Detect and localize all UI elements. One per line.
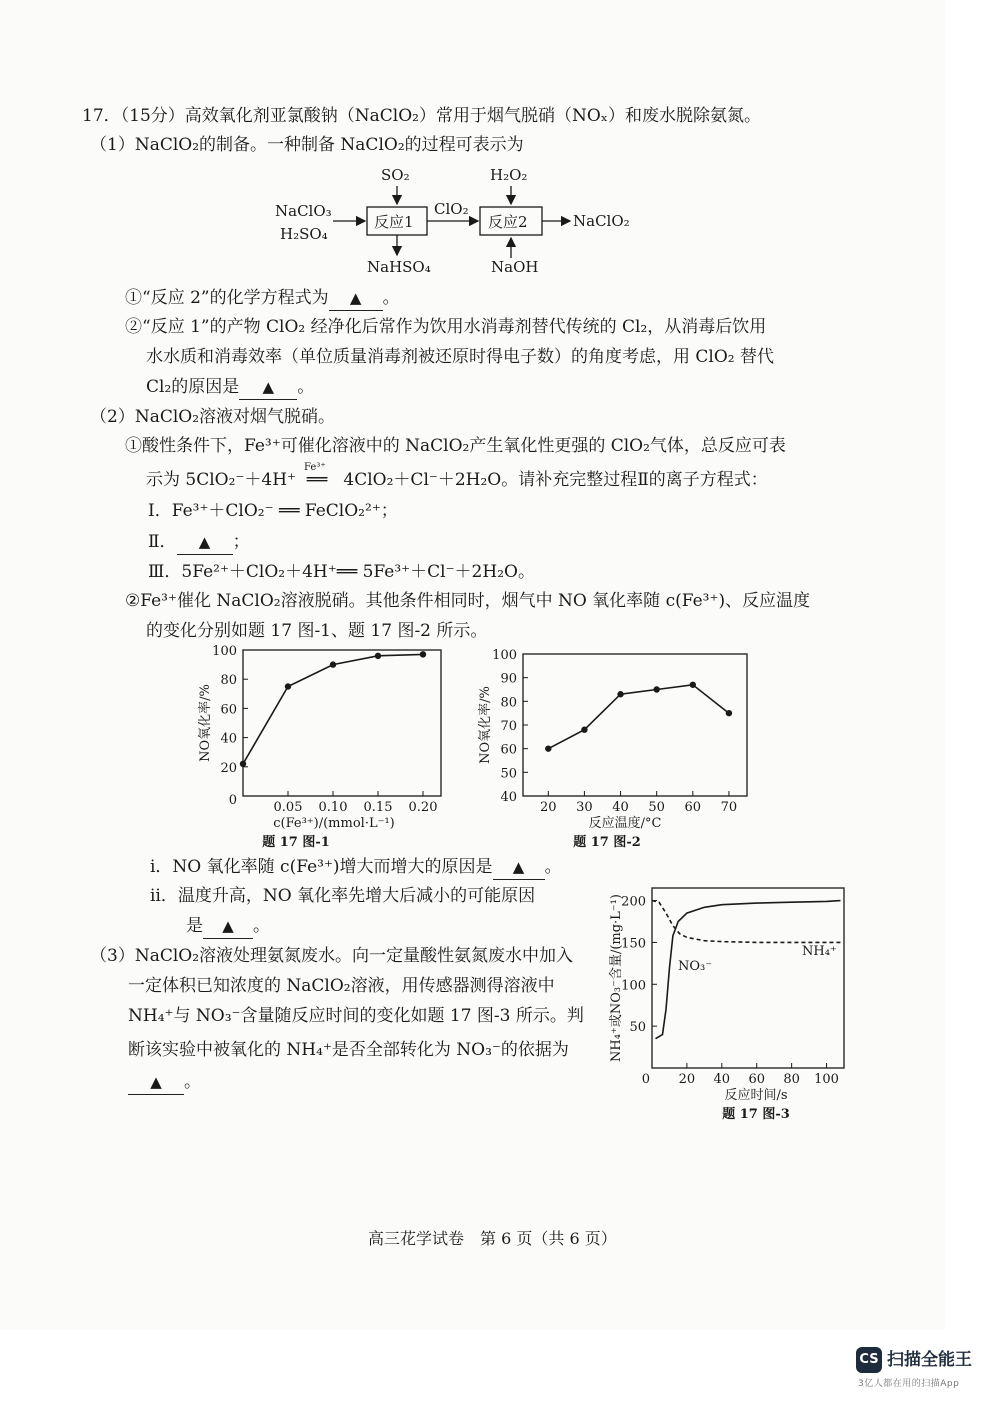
data-point [420,651,426,657]
camscanner-name: 扫描全能王 [887,1350,972,1370]
x-tick-label: 100 [814,1072,839,1087]
part3-line2: 一定体积已知浓度的 NaClO₂溶液，用传感器测得溶液中 [128,976,555,996]
eq-right: 4ClO₂＋Cl⁻＋2H₂O。请补充完整过程Ⅱ的离子方程式： [338,470,768,490]
sub-question-i [150,855,562,880]
flow-output-naclo2: NaClO₂ [573,212,630,230]
question-header: 17．（15分）高效氧化剂亚氯酸钠（NaClO₂）常用于烟气脱硝（NOₓ）和废水脱除氨氮。 [82,106,761,126]
y-tick-label: 100 [492,648,517,663]
sub-ii-text: 是 [186,916,203,936]
answer-triangle-icon: ▲ [198,533,211,551]
part1-q2-line3 [146,375,314,400]
answer-blank[interactable] [239,375,297,400]
answer-triangle-icon: ▲ [262,378,275,396]
part3-line3: NH₄⁺与 NO₃⁻含量随反应时间的变化如题 17 图-3 所示。判 [128,1006,584,1026]
step-2 [148,530,250,555]
x-tick-label: 0.20 [408,800,438,815]
x-tick-label: 40 [612,800,629,815]
y-tick-label: 200 [621,894,646,910]
chart-fig17-2 [475,642,755,852]
y-tick-label: 60 [500,742,517,758]
eq-left: 示为 5ClO₂⁻＋4H⁺ [146,470,297,490]
x-tick-label: 20 [540,800,557,815]
catalyst-equals: Fe³⁺ ══ [296,468,338,492]
y-tick-label: 70 [500,719,517,734]
page-footer: 高三花学试卷 第 6 页（共 6 页） [368,1229,617,1248]
part2-q2-line1: ②Fe³⁺催化 NaClO₂溶液脱硝。其他条件相同时，烟气中 NO 氧化率随 c(Fe³⁺)、反应温度 [125,591,811,611]
preparation-flow-diagram [270,160,670,282]
punct: 。 [382,288,400,308]
part1-title: （1）NaClO₂的制备。一种制备 NaClO₂的过程可表示为 [90,135,524,155]
y-axis-label: NO氧化率/% [198,684,213,762]
part1-q2-line1: ②“反应 1”的产物 ClO₂ 经净化后常作为饮用水消毒剂替代传统的 Cl₂，从消毒后饮用 [125,317,767,337]
part2-q2-line2: 的变化分别如题 17 图-1、题 17 图-2 所示。 [146,621,488,641]
sub-question-ii-line2 [186,914,270,939]
x-axis-label: c(Fe³⁺)/(mmol·L⁻¹) [273,816,395,831]
series-line-1 [652,901,841,943]
x-axis-label: 反应时间/s [724,1088,788,1103]
y-tick-label: 90 [500,671,517,687]
y-axis-label: NO氧化率/% [478,686,493,764]
flow-clo2: ClO₂ [434,200,469,218]
x-tick-label: 0.05 [273,800,303,815]
flow-input-h2so4: H₂SO₄ [280,225,328,243]
step-2-label: Ⅱ． [148,532,177,552]
y-tick-label: 60 [220,702,237,718]
punct: 。 [297,377,315,397]
part3-line5 [128,1070,201,1095]
series-label: NO₃⁻ [678,959,713,974]
punct: ； [232,532,250,552]
punct: 。 [253,916,270,936]
data-point [653,686,659,692]
series-line [548,685,729,749]
y-tick-label: 100 [621,978,646,994]
y-tick-label: 0 [228,793,237,808]
punct: 。 [544,857,562,877]
x-tick-label: 20 [678,1072,696,1087]
chart-fig17-3 [600,880,862,1130]
answer-blank[interactable] [128,1070,184,1095]
data-point [285,683,291,689]
punct: 。 [184,1072,201,1092]
y-tick-label: 80 [220,673,237,689]
figure-caption: 题 17 图-1 [262,835,330,850]
x-tick-label: 60 [748,1072,766,1087]
data-point [375,653,381,659]
step-3: Ⅲ．5Fe²⁺＋ClO₂＋4H⁺══ 5Fe³⁺＋Cl⁻＋2H₂O。 [148,562,535,582]
x-tick-label: 50 [648,800,665,815]
camscanner-logo: CS [856,1347,882,1373]
sub-i-text: ⅰ．NO 氧化率随 c(Fe³⁺)增大而增大的原因是 [150,857,493,877]
flow-input-naclo3: NaClO₃ [275,202,332,220]
part3-line1: （3）NaClO₂溶液处理氨氮废水。向一定量酸性氨氮废水中加入 [90,946,574,966]
x-tick-label: 70 [720,800,738,815]
series-line [243,654,423,764]
data-point [617,691,623,697]
answer-blank[interactable] [329,286,383,311]
y-tick-label: 50 [629,1020,646,1036]
series-label: NH₄⁺ [802,944,837,959]
y-tick-label: 100 [212,644,237,659]
reaction1-label: 反应1 [374,213,414,231]
answer-triangle-icon: ▲ [512,858,525,876]
x-axis-label: 反应温度/°C [588,816,662,831]
part1-q1 [125,286,400,311]
data-point [581,727,587,733]
step-1: Ⅰ．Fe³⁺＋ClO₂⁻ ══ FeClO₂²⁺； [148,501,398,521]
part1-q2-line2: 水水质和消毒效率（单位质量消毒剂被还原时得电子数）的角度考虑，用 ClO₂ 替代 [146,347,775,367]
flow-h2o2: H₂O₂ [490,166,528,184]
part3-line4: 断该实验中被氧化的 NH₄⁺是否全部转化为 NO₃⁻的依据为 [128,1040,569,1060]
x-tick-label: 40 [713,1072,731,1087]
part1-q2-text: Cl₂的原因是 [146,377,240,397]
part1-q1-text: ①“反应 2”的化学方程式为 [125,288,329,308]
plot-frame [652,888,844,1068]
flow-naoh: NaOH [491,258,539,276]
y-tick-label: 150 [621,936,646,952]
data-point [690,682,696,688]
figure-caption: 题 17 图-2 [573,835,641,850]
plot-frame [523,654,747,796]
data-point [545,745,551,751]
y-axis-label: NH₄⁺或NO₃⁻含量/(mg·L⁻¹) [609,894,624,1062]
x-tick-label: 60 [684,800,702,815]
y-tick-label: 40 [220,731,237,747]
answer-blank[interactable] [493,855,545,880]
x-tick-label: 30 [576,800,593,815]
answer-triangle-icon: ▲ [349,289,362,307]
data-point [726,710,732,716]
camscanner-tagline: 3亿人都在用的扫描App [858,1379,960,1389]
x-tick-label: 0.15 [363,800,393,815]
data-point [240,761,246,767]
answer-triangle-icon: ▲ [150,1073,162,1091]
data-point [330,661,336,667]
y-tick-label: 50 [500,766,517,782]
x-tick-label: 0.10 [318,800,348,815]
part2-title: （2）NaClO₂溶液对烟气脱硝。 [90,407,336,427]
x-tick-label: 80 [783,1072,800,1087]
y-tick-label: 20 [220,760,237,776]
y-tick-label: 80 [500,695,517,711]
origin-label: 0 [641,1072,650,1087]
chart-fig17-1 [195,642,455,852]
catalyst-label: Fe³⁺ [304,462,326,473]
part2-q1-line2 [146,462,768,492]
answer-blank[interactable] [203,914,253,939]
flow-nahso4: NaHSO₄ [367,258,431,276]
answer-triangle-icon: ▲ [222,917,234,935]
figure-caption: 题 17 图-3 [722,1107,790,1122]
plot-frame [243,650,441,796]
flow-so2: SO₂ [381,166,410,184]
sub-question-ii-line1: ⅱ．温度升高，NO 氧化率先增大后减小的可能原因 [150,886,536,906]
reaction2-label: 反应2 [488,213,528,231]
part2-q1-line1: ①酸性条件下，Fe³⁺可催化溶液中的 NaClO₂产生氧化性更强的 ClO₂气体，总反应可表 [125,436,786,456]
y-tick-label: 40 [500,790,517,805]
answer-blank[interactable] [177,530,233,555]
